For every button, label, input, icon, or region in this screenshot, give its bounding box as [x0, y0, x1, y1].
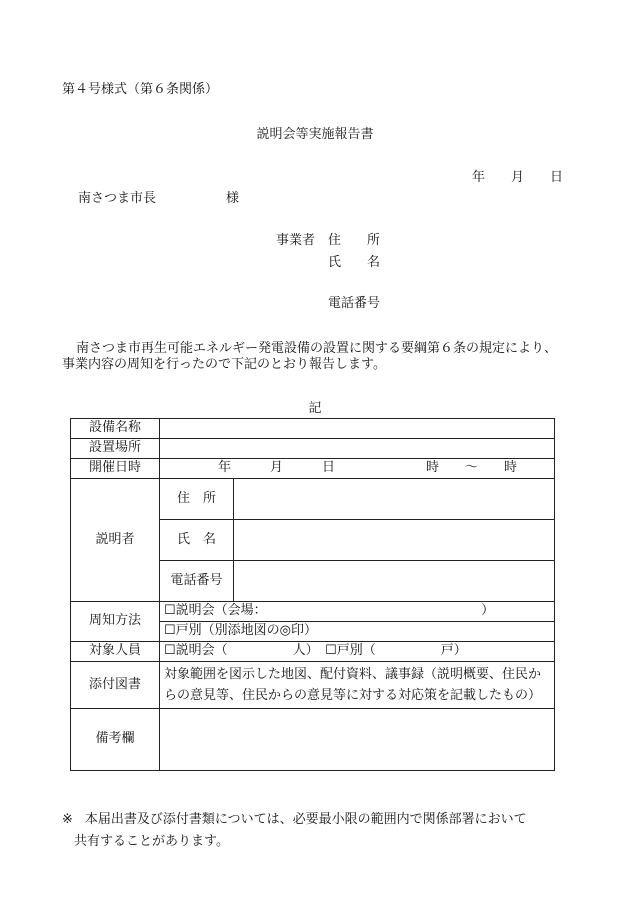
footnote — [62, 809, 562, 853]
facility-location-label: 設置場所 — [71, 439, 160, 459]
target-people-label: 対象人員 — [71, 642, 160, 662]
explainer-address-label: 住 所 — [160, 479, 234, 520]
explainer-address-field[interactable] — [234, 479, 555, 520]
row-explainer-address — [71, 479, 555, 520]
ki-heading: 記 — [308, 401, 322, 416]
report-table — [70, 418, 555, 771]
explainer-name-label: 氏 名 — [160, 520, 234, 561]
event-datetime-field[interactable]: 年 月 日 時 〜 時 — [160, 459, 555, 479]
footnote-line-2: 共有することがあります。 — [74, 834, 229, 849]
facility-location-field[interactable] — [160, 439, 555, 459]
row-attachments — [71, 662, 555, 709]
body-line-1: 南さつま市再生可能エネルギー発電設備の設置に関する要綱第６条の規定により、 — [76, 341, 558, 356]
row-facility-location — [71, 439, 555, 459]
attachments-label: 添付図書 — [71, 662, 160, 709]
body-paragraph — [62, 341, 572, 374]
row-facility-name — [71, 419, 555, 439]
footnote-line-1 — [62, 809, 562, 831]
business-phone-label: 電話番号 — [328, 296, 381, 311]
footnote-mark: ※ — [62, 812, 73, 827]
body-line-2: 事業内容の周知を行ったので下記のとおり報告します。 — [62, 357, 386, 373]
form-number: 第４号様式（第６条関係） — [62, 82, 219, 97]
submission-date: 年 月 日 — [472, 170, 564, 185]
document-title: 説明会等実施報告書 — [256, 127, 374, 142]
event-datetime-label: 開催日時 — [71, 459, 160, 479]
remarks-label: 備考欄 — [71, 709, 160, 771]
row-event-datetime — [71, 459, 555, 479]
facility-name-field[interactable] — [160, 419, 555, 439]
footnote-text-1: 本届出書及び添付書類については、必要最小限の範囲内で関係部署において — [84, 812, 527, 827]
facility-name-label: 設備名称 — [71, 419, 160, 439]
attachments-field: 対象範囲を図示した地図、配付資料、議事録（説明概要、住民からの意見等、住民からの意見等に対する対応策を記載したもの） — [160, 662, 555, 709]
notice-method-door-option[interactable]: ☐戸別（別添地図の◎印） — [160, 622, 555, 642]
row-remarks — [71, 709, 555, 771]
explainer-label: 説明者 — [71, 479, 160, 602]
addressee — [78, 191, 239, 207]
explainer-phone-field[interactable] — [234, 561, 555, 602]
business-operator-label: 事業者 — [276, 233, 316, 248]
target-people-field[interactable]: ☐説明会（ 人） ☐戸別（ 戸） — [160, 642, 555, 662]
notice-method-label: 周知方法 — [71, 602, 160, 642]
explainer-name-field[interactable] — [234, 520, 555, 561]
addressee-honorific: 様 — [226, 191, 240, 206]
business-address-label: 住 所 — [328, 233, 381, 248]
business-name-label: 氏 名 — [328, 255, 381, 270]
row-notice-method-meeting — [71, 602, 555, 622]
row-target-people — [71, 642, 555, 662]
notice-method-meeting-option[interactable]: ☐説明会（会場： ） — [160, 602, 555, 622]
business-operator-block — [276, 233, 380, 249]
addressee-name: 南さつま市長 — [78, 191, 157, 206]
explainer-phone-label: 電話番号 — [160, 561, 234, 602]
remarks-field[interactable] — [160, 709, 555, 771]
